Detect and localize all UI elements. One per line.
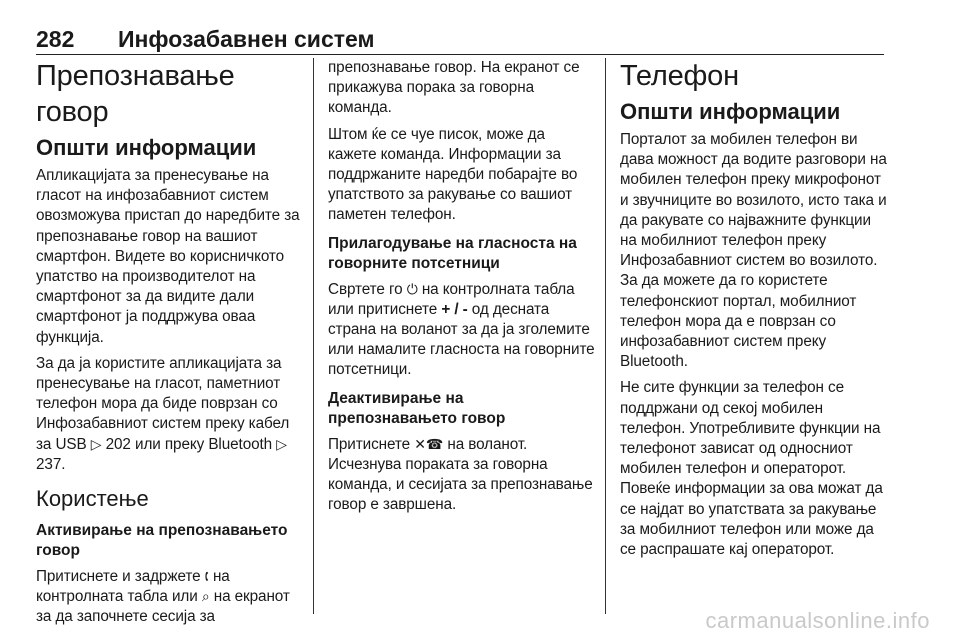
- page-reference[interactable]: 202: [105, 435, 131, 453]
- paragraph-text: на воланот. Исчезнува пораката за говорна команда, и сесијата за препознавање говор е завршена.: [328, 435, 593, 514]
- paragraph: Не сите функции за телефон се поддржани од секој мобилен телефон. Употребливите функции на телефонот зависат од односниот мобилен телефон и операторот. Повеќе информации за ова можат да се најдат во упатствата за ракување за мобилниот телефон или може да се распрашате кај операторот.: [620, 379, 883, 559]
- subsection-heading: Активирање на препознавањето говор: [36, 522, 288, 560]
- paragraph-text: или преку Bluetooth: [135, 435, 273, 453]
- volume-knob-icon: ⏻: [406, 281, 418, 298]
- watermark: carmanualsonline.info: [705, 608, 930, 633]
- column-divider: [313, 58, 314, 614]
- paragraph-text: на екранот за да започнете сесија за: [36, 588, 290, 626]
- column-left: [36, 58, 304, 626]
- paragraph: препознавање говор. На екранот се прикажува порака за говорна команда.: [328, 59, 580, 117]
- subsection-heading: Прилагодување на гласноста на говорните потсетници: [328, 234, 577, 272]
- paragraph-text: на контролната табла или: [36, 568, 230, 606]
- paragraph: [328, 280, 596, 381]
- reference-arrow-icon: ▷: [90, 436, 102, 453]
- section-heading: Користење: [36, 486, 149, 512]
- page-reference[interactable]: 237.: [36, 455, 66, 473]
- volume-buttons-label: + / -: [441, 300, 468, 318]
- paragraph-text: од десната страна на воланот за да ја зголемите или намалите гласноста на говорните потсетници.: [328, 300, 595, 379]
- reference-arrow-icon: ▷: [276, 436, 287, 453]
- subsection-heading: Деактивирање на препознавањето говор: [328, 389, 506, 427]
- paragraph: Порталот за мобилен телефон ви дава можност да водите разговори на мобилен телефон преку микрофонот и звучниците во возилото, исто така и да ракувате со најважните функции на мобилниот телефон преку Инфозабавниот систем во возилото. За да можете да го користете телефонскиот портал, мобилниот телефон мора да е поврзан со инфозабавниот систем преку Bluetooth.: [620, 131, 887, 371]
- paragraph: [36, 567, 304, 628]
- paragraph: [36, 354, 304, 475]
- section-heading: Општи информации: [36, 135, 257, 160]
- page-number: 282: [36, 26, 75, 52]
- column-middle: [328, 58, 596, 614]
- section-heading: Општи информации: [620, 99, 841, 124]
- paragraph-text: Притиснете: [328, 435, 411, 453]
- chapter-title: Телефон: [620, 60, 739, 92]
- paragraph-text: Притиснете и задржете: [36, 568, 201, 586]
- paragraph-text: Свртете го: [328, 280, 403, 298]
- voice-key-icon: 🕻: [204, 569, 209, 586]
- hangup-icon: ✕☎: [414, 436, 444, 453]
- paragraph: [328, 435, 596, 516]
- paragraph-text: За да ја користите апликацијата за пренесување на гласот, паметниот телефон мора да биде поврзан со Инфозабавниот систем преку кабел за USB: [36, 354, 290, 453]
- paragraph-text: на контролната табла или притиснете: [328, 280, 575, 318]
- touch-voice-icon: ⌕: [201, 589, 210, 606]
- column-right: [620, 58, 888, 614]
- chapter-title: Препознавање говор: [36, 60, 235, 128]
- column-divider: [605, 58, 606, 614]
- paragraph: Штом ќе се чуе писок, може да кажете команда. Информации за поддржаните наредби побарајте во упатството за ракување со вашиот паметен телефон.: [328, 125, 578, 224]
- paragraph: Апликацијата за пренесување на гласот на инфозабавниот систем овозможува пристап до наредбите за препознавање говор на вашиот смартфон. Видете во корисничкото упатство на производителот на смартфонот за да видите дали смартфонот ја поддржува оваа функција.: [36, 167, 300, 346]
- running-title: Инфозабавнен систем: [118, 26, 375, 52]
- page-header: [36, 14, 884, 55]
